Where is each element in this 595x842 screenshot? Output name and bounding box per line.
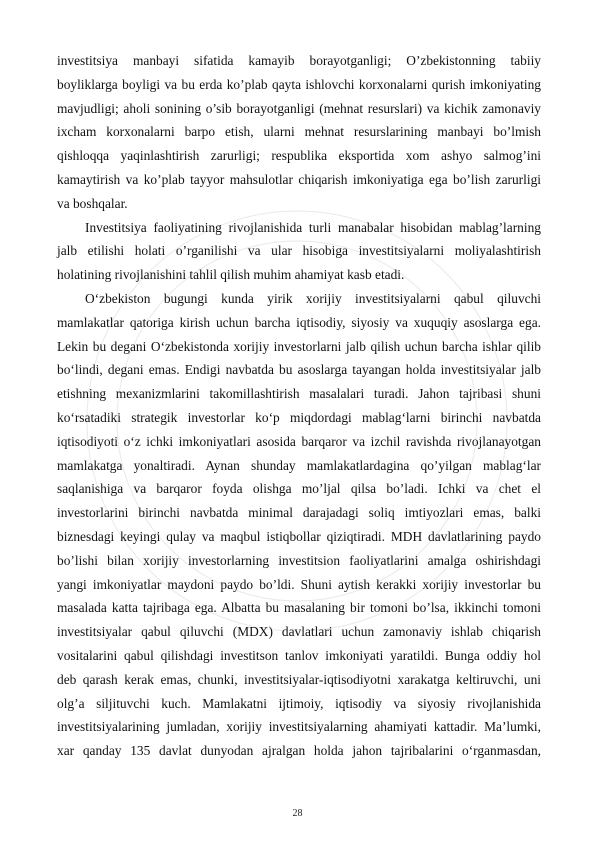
text-line: jalb etilishi holati o’rganilishi va ular hisobiga investitsiyalarni moliyalashtirish <box>57 243 541 259</box>
text-line: bo‘lindi, degani emas. Endigi navbatda bu asoslarga tayangan holda investitsiyalar jalb <box>57 362 541 378</box>
text-line: biznesdagi keyingi qulay va maqbul istiqbollar qiziqtiradi. MDH davlatlarining paydo <box>57 528 541 544</box>
text-line: yangi imkoniyatlar maydoni paydo bo’ldi. Shuni aytish kerakki xorijiy investorlar bu <box>57 576 541 592</box>
text-line: mamlakatlar qatoriga kirish uchun barcha iqtisodiy, siyosiy va xuquqiy asoslarga ega. <box>57 314 541 330</box>
text-line: kamaytirish va ko’plab tayyor mahsulotlar chiqarish imkoniyatiga ega bo’lish zarurligi <box>57 171 541 187</box>
text-line: va boshqalar. <box>57 195 128 211</box>
text-line: bo’lishi bilan xorijiy investorlarning investitsion faoliyatlarini amalga oshirishdagi <box>57 552 541 568</box>
text-line: investitsiyalarining jumladan, xorijiy investitsiyalarning ahamiyati kattadir. Ma’lumki, <box>57 719 541 735</box>
text-line: deb qarash kerak emas, chunki, investitsiyalar-iqtisodiyotni xarakatga keltiruvchi, uni <box>57 671 541 687</box>
text-line: Investitsiya faoliyatining rivojlanishida turli manabalar hisobidan mablag’larning <box>85 219 541 235</box>
text-line: iqtisodiyoti o‘z ichki imkoniyatlari asosida barqaror va izchil ravishda rivojlanayotgan <box>57 433 541 449</box>
text-line: ixcham korxonalarni barpo etish, ularni mehnat resurslarining manbayi bo’lmish <box>57 124 541 140</box>
text-line: qishloqqa yaqinlashtirish zarurligi; respublika eksportida xom ashyo salmog’ini <box>57 148 541 164</box>
text-line: mavjudligi; aholi sonining o’sib borayotganligi (mehnat resurslari) va kichik zamonaviy <box>57 100 541 116</box>
text-line: etishning mexanizmlarini takomillashtirish masalalari turadi. Jahon tajribasi shuni <box>57 386 541 402</box>
text-line: mamlakatga yonaltiradi. Aynan shunday mamlakatlardagina qo’yilgan mablag‘lar <box>57 457 541 473</box>
text-line: investorlarini birinchi navbatda minimal darajadagi soliq imtiyozlari emas, balki <box>57 505 541 521</box>
text-line: Lekin bu degani O‘zbekistonda xorijiy investorlarni jalb qilish uchun barcha ishlar qilib <box>57 338 541 354</box>
text-line: investitsiya manbayi sifatida kamayib borayotganligi; O’zbekistonning tabiiy <box>57 53 541 68</box>
text-line: xar qanday 135 davlat dunyodan ajralgan holda jahon tajribalarini o‘rganmasdan, <box>57 743 541 759</box>
text-line: investitsiyalar qabul qiluvchi (MDX) davlatlari uchun zamonaviy ishlab chiqarish <box>57 624 541 640</box>
page-number: 28 <box>292 808 303 819</box>
text-line: O‘zbekiston bugungi kunda yirik xorijiy investitsiyalarni qabul qiluvchi <box>85 290 541 306</box>
text-line: ko‘rsatadiki strategik investorlar ko‘p miqdordagi mablag‘larni birinchi navbatda <box>57 409 541 425</box>
text-line: vositalarini qabul qilishdagi investitson tanlov imkoniyati yaratildi. Bunga oddiy hol <box>57 647 541 663</box>
text-line: olg’a siljituvchi kuch. Mamlakatni ijtimoiy, iqtisodiy va siyosiy rivojlanishida <box>57 695 541 711</box>
text-line: holatining rivojlanishini tahlil qilish muhim ahamiyat kasb etadi. <box>57 267 405 283</box>
text-line: saqlanishiga va barqaror foyda olishga mo’ljal qilsa bo’ladi. Ichki va chet el <box>57 481 541 497</box>
text-line: boyliklarga boyligi va bu erda ko’plab qayta ishlovchi korxonalarni qurish imkoniyating <box>57 76 541 92</box>
text-line: masalada katta tajribaga ega. Albatta bu masalaning bir tomoni bo’lsa, ikkinchi tomoni <box>57 600 541 616</box>
document-body <box>57 49 541 763</box>
